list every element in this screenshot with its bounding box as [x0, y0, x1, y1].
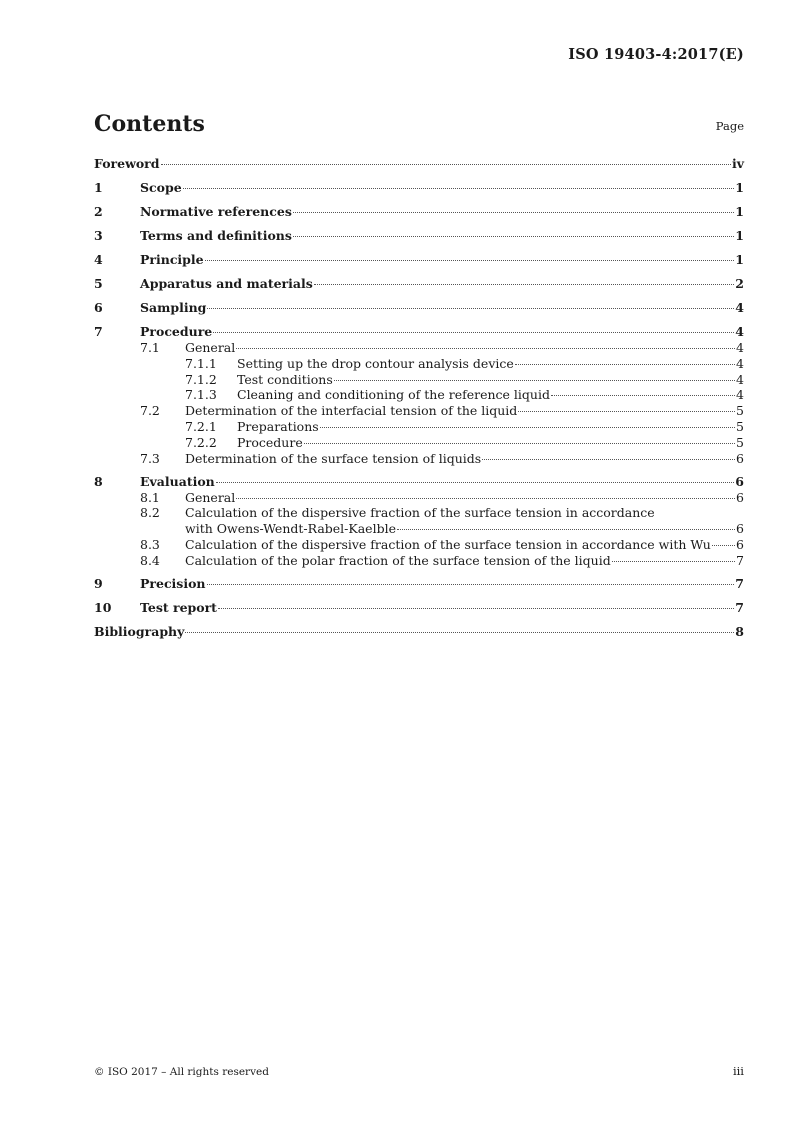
toc-page: 7 — [735, 575, 744, 591]
toc-number: 4 — [94, 252, 103, 267]
toc-title: Determination of the interfacial tension of the liquid — [185, 403, 518, 419]
dot-leader — [183, 188, 735, 189]
toc-entry-8-4[interactable] — [94, 553, 744, 575]
toc-title: Test conditions — [237, 371, 333, 387]
toc-entry-7-2[interactable] — [94, 403, 744, 419]
toc-number: 8.4 — [140, 552, 160, 568]
dot-leader — [185, 632, 734, 633]
toc-title: Calculation of the dispersive fraction of the surface tension in accordance — [185, 505, 655, 521]
toc-entry-7-2-2[interactable] — [94, 435, 744, 451]
toc-number: 7.2.2 — [185, 434, 217, 450]
toc-page: 1 — [735, 180, 744, 195]
toc-number: 7.1.2 — [185, 371, 217, 387]
toc-entry-scope[interactable] — [94, 179, 744, 203]
toc-entry-procedure[interactable] — [94, 323, 744, 340]
toc-page: 8 — [735, 623, 744, 639]
dot-leader — [236, 498, 735, 499]
toc-page: 7 — [736, 552, 744, 568]
toc-entry-apparatus-and-materials[interactable] — [94, 275, 744, 299]
toc-title: Procedure — [237, 434, 303, 450]
toc-page: 6 — [735, 473, 744, 489]
toc-number: 3 — [94, 228, 103, 243]
toc-entry-bibliography[interactable] — [94, 623, 744, 647]
dot-leader — [207, 308, 734, 309]
toc-entry-foreword[interactable] — [94, 155, 744, 179]
dot-leader — [320, 427, 735, 428]
toc-number: 5 — [94, 276, 103, 291]
page-column-label: Page — [715, 119, 744, 133]
toc-title: Evaluation — [140, 473, 215, 489]
toc-page: 7 — [735, 599, 744, 615]
dot-leader — [334, 380, 735, 381]
toc-entry-precision[interactable] — [94, 575, 744, 599]
toc-entry-terms-and-definitions[interactable] — [94, 227, 744, 251]
toc-page: 2 — [735, 276, 744, 291]
toc-entry-7-1-general[interactable] — [94, 340, 744, 356]
toc-entry-8-1[interactable] — [94, 490, 744, 506]
toc-entry-8-2-continued[interactable] — [94, 521, 744, 537]
contents-title: Contents — [94, 111, 205, 137]
toc-number: 8.2 — [140, 505, 160, 521]
toc-number: 7.1.3 — [185, 387, 217, 403]
toc-title: General — [185, 489, 236, 505]
toc-page: 6 — [736, 521, 744, 537]
dot-leader — [551, 395, 735, 396]
toc-number: 10 — [94, 599, 112, 615]
toc-page: 4 — [735, 324, 744, 339]
toc-title: Precision — [140, 575, 206, 591]
toc-title: Preparations — [237, 418, 319, 434]
toc-page: 1 — [735, 204, 744, 219]
dot-leader — [612, 561, 735, 562]
toc-title: Calculation of the polar fraction of the surface tension of the liquid — [185, 552, 611, 568]
toc-number: 2 — [94, 204, 103, 219]
toc-entry-normative-references[interactable] — [94, 203, 744, 227]
dot-leader — [712, 545, 735, 546]
toc-title: Procedure — [140, 324, 213, 339]
dot-leader — [515, 364, 735, 365]
dot-leader — [397, 529, 735, 530]
dot-leader — [314, 284, 735, 285]
footer-copyright: © ISO 2017 – All rights reserved — [94, 1066, 269, 1078]
toc-number: 7.1 — [140, 340, 160, 355]
toc-page: 5 — [736, 418, 744, 434]
toc-page: 5 — [736, 434, 744, 450]
toc-number: 8 — [94, 473, 103, 489]
toc-title: Cleaning and conditioning of the reference liquid — [237, 387, 550, 403]
toc-title: Bibliography — [94, 623, 185, 639]
toc-number: 8.1 — [140, 489, 160, 505]
toc-page: 4 — [736, 371, 744, 387]
toc-number: 7.2 — [140, 403, 160, 419]
toc-page: 4 — [736, 340, 744, 355]
toc-page: 6 — [736, 536, 744, 552]
toc-number: 7.3 — [140, 450, 160, 466]
toc-title: Foreword — [94, 156, 160, 171]
toc-page: 6 — [736, 489, 744, 505]
toc-entry-8-2[interactable] — [94, 505, 744, 521]
toc-entry-7-1-1[interactable] — [94, 356, 744, 372]
dot-leader — [205, 260, 735, 261]
dot-leader — [293, 212, 734, 213]
dot-leader — [518, 411, 735, 412]
toc-number: 6 — [94, 300, 103, 315]
toc-entry-sampling[interactable] — [94, 299, 744, 323]
toc-page: 1 — [735, 252, 744, 267]
toc-entry-evaluation[interactable] — [94, 473, 744, 490]
dot-leader — [293, 236, 734, 237]
toc-entry-test-report[interactable] — [94, 599, 744, 623]
dot-leader — [161, 164, 731, 165]
toc-number: 7 — [94, 324, 103, 339]
toc-entry-7-1-2[interactable] — [94, 372, 744, 388]
toc-title: Normative references — [140, 204, 292, 219]
toc-number: 1 — [94, 180, 103, 195]
toc-number: 7.1.1 — [185, 355, 217, 371]
toc-title: Setting up the drop contour analysis device — [237, 355, 514, 371]
dot-leader — [216, 482, 735, 483]
toc-title: Apparatus and materials — [140, 276, 313, 291]
toc-entry-principle[interactable] — [94, 251, 744, 275]
toc-page: iv — [731, 156, 744, 171]
toc-entry-7-3[interactable] — [94, 451, 744, 473]
table-of-contents — [94, 155, 744, 647]
toc-entry-8-3[interactable] — [94, 537, 744, 553]
toc-title: General — [185, 340, 236, 355]
toc-title-continued: with Owens-Wendt-Rabel-Kaelble — [185, 521, 396, 537]
toc-page: 4 — [735, 300, 744, 315]
header-doc-code: ISO 19403-4:2017(E) — [568, 46, 744, 63]
toc-page: 4 — [736, 355, 744, 371]
toc-title: Scope — [140, 180, 182, 195]
toc-number: 7.2.1 — [185, 418, 217, 434]
footer-page-number: iii — [732, 1064, 744, 1078]
toc-page: 1 — [735, 228, 744, 243]
toc-page: 6 — [736, 450, 744, 466]
dot-leader — [213, 332, 734, 333]
toc-number: 8.3 — [140, 536, 160, 552]
toc-title: Determination of the surface tension of liquids — [185, 450, 482, 466]
dot-leader — [207, 584, 735, 585]
dot-leader — [304, 443, 735, 444]
toc-title: Terms and definitions — [140, 228, 292, 243]
dot-leader — [218, 608, 734, 609]
toc-title: Test report — [140, 599, 217, 615]
toc-title: Sampling — [140, 300, 207, 315]
toc-title: Calculation of the dispersive fraction of the surface tension in accordance with Wu — [185, 536, 711, 552]
toc-page: 5 — [736, 403, 744, 419]
toc-entry-7-1-3[interactable] — [94, 387, 744, 403]
dot-leader — [482, 459, 735, 460]
dot-leader — [236, 348, 735, 349]
toc-entry-7-2-1[interactable] — [94, 419, 744, 435]
toc-number: 9 — [94, 575, 103, 591]
toc-page: 4 — [736, 387, 744, 403]
toc-title: Principle — [140, 252, 204, 267]
